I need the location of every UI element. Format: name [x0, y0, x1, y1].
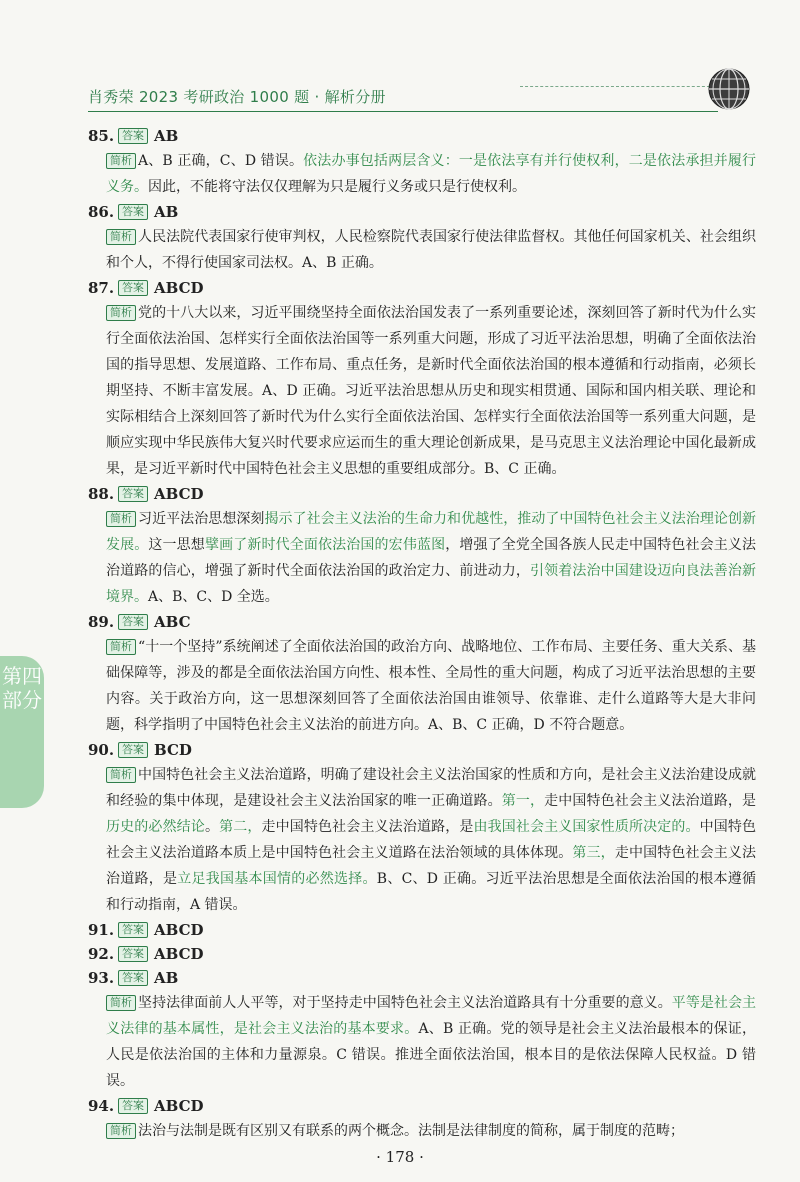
explanation — [106, 634, 756, 738]
explanation-text: A、B、C、D 全选。 — [148, 589, 279, 605]
question-number: 85. — [88, 127, 115, 145]
explanation-tag: 简析 — [106, 639, 136, 655]
question-number: 88. — [88, 485, 115, 503]
question-block — [88, 200, 756, 276]
highlighted-text: 揭示了社会主义法治的生命力和优越性，推动了中国特色社会主义法治理论创新发展。 — [106, 511, 757, 553]
answer-tag: 答案 — [118, 1098, 148, 1114]
question-block — [88, 918, 756, 942]
explanation-tag: 简析 — [106, 305, 136, 321]
answer-tag: 答案 — [118, 922, 148, 938]
header-rule — [88, 111, 718, 112]
answer-tag: 答案 — [118, 614, 148, 630]
explanation-text: 中国特色社会主义法治道路，明确了建设社会主义法治国家的性质和方向，是社会主义法治建设成就和经验的集中体现，是建设社会主义法治国家的唯一正确道路。 — [106, 767, 756, 809]
question-number: 94. — [88, 1097, 115, 1115]
explanation-tag: 简析 — [106, 153, 136, 169]
explanation — [106, 506, 756, 610]
answer-tag: 答案 — [118, 128, 148, 144]
page-number: · 178 · — [376, 1148, 424, 1166]
answer-row — [88, 1094, 756, 1118]
explanation-tag: 简析 — [106, 511, 136, 527]
question-block — [88, 276, 756, 482]
explanation-text: 走中国特色社会主义法治道路，是 — [544, 793, 757, 809]
answer-row — [88, 124, 756, 148]
highlighted-text: 擘画了新时代全面依法治国的宏伟蓝图 — [204, 537, 446, 553]
answer-row — [88, 738, 756, 762]
explanation-text: “十一个坚持”系统阐述了全面依法治国的政治方向、战略地位、工作布局、主要任务、重大关系、基础保障等，涉及的都是全面依法治国方向性、根本性、全局性的重大问题，构成了习近平法治思想的主要内容。关于政治方向，这一思想深刻回答了全面依法治国由谁领导、依靠谁、走什么道路等大是大非问题，科学指明了中国特色社会主义法治的前进方向。A、B、C 正确，D 不符合题意。 — [106, 639, 756, 733]
highlighted-text: 第二， — [219, 819, 262, 835]
explanation-text: 习近平法治思想深刻 — [138, 511, 265, 527]
explanation-tag: 简析 — [106, 995, 136, 1011]
question-block — [88, 966, 756, 1094]
answer-tag: 答案 — [118, 280, 148, 296]
answer-row — [88, 966, 756, 990]
answer-row — [88, 918, 756, 942]
question-block — [88, 124, 756, 200]
explanation-text: 法治与法制是既有区别又有联系的两个概念。法制是法律制度的简称，属于制度的范畴； — [138, 1123, 684, 1139]
explanation-text: 人民法院代表国家行使审判权，人民检察院代表国家行使法律监督权。其他任何国家机关、社会组织和个人，不得行使国家司法权。A、B 正确。 — [106, 229, 756, 271]
explanation-text: B、C、D 正确。习近平法治思想是全面依法治国的根本遵循和行动指南，A 错误。 — [106, 871, 757, 913]
question-number: 86. — [88, 203, 115, 221]
answer-tag: 答案 — [118, 742, 148, 758]
question-block — [88, 738, 756, 918]
explanation-text: 中国特色社会主义法治道路本质上是中国特色社会主义道路在法治领域的具体体现。 — [106, 819, 757, 861]
explanation-text: ，增强了全党全国各族人民走中国特色社会主义法治道路的信心，增强了新时代全面依法治国的政治定力、前进动力， — [106, 537, 757, 579]
explanation-text: 走中国特色社会主义法治道路，是 — [106, 845, 757, 887]
answer-tag: 答案 — [118, 486, 148, 502]
explanation-text: 因此，不能将守法仅仅理解为只是履行义务或只是行使权利。 — [148, 179, 526, 195]
answer-row — [88, 200, 756, 224]
answer-tag: 答案 — [118, 946, 148, 962]
question-number: 89. — [88, 613, 115, 631]
explanation-text: 。 — [204, 819, 220, 835]
question-block — [88, 942, 756, 966]
question-number: 87. — [88, 279, 115, 297]
answer-value: ABCD — [154, 921, 204, 939]
explanation-text: 党的十八大以来，习近平围绕坚持全面依法治国发表了一系列重要论述，深刻回答了新时代为什么实行全面依法治国、怎样实行全面依法治国等一系列重大问题，形成了习近平法治思想，明确了全面依法治国的指导思想、发展道路、工作布局、重点任务，是新时代全面依法治国的根本遵循和行动指南，必须长期坚持、不断丰富发展。A、D 正确。习近平法治思想从历史和现实相贯通、国际和国内相关联、理论和实际相结合上深刻回答了新时代为什么实行全面依法治国、怎样实行全面依法治国等一系列重大问题，是顺应实现中华民族伟大复兴时代要求应运而生的重大理论创新成果，是马克思主义法治理论中国化最新成果，是习近平新时代中国特色社会主义思想的重要组成部分。B、C 正确。 — [106, 305, 756, 477]
explanation — [106, 224, 756, 276]
answer-value: ABC — [154, 613, 191, 631]
answer-value: AB — [154, 127, 179, 145]
answer-row — [88, 942, 756, 966]
highlighted-text: 第一， — [501, 793, 545, 809]
section-side-tab: 第四部分 — [0, 656, 44, 808]
highlighted-text: 依法办事包括两层含义：一是依法享有并行使权利，二是依法承担并履行义务。 — [106, 153, 756, 195]
highlighted-text: 立足我国基本国情的必然选择。 — [177, 871, 377, 887]
question-number: 92. — [88, 945, 115, 963]
answer-row — [88, 482, 756, 506]
question-number: 90. — [88, 741, 115, 759]
highlighted-text: 第三， — [572, 845, 615, 861]
answer-row — [88, 276, 756, 300]
explanation-text: 坚持法律面前人人平等，对于坚持走中国特色社会主义法治道路具有十分重要的意义。 — [138, 995, 672, 1011]
highlighted-text: 引领着法治中国建设迈向良法善治新境界。 — [106, 563, 756, 605]
explanation-tag: 简析 — [106, 1123, 136, 1139]
explanation — [106, 1118, 756, 1144]
answer-list — [88, 124, 756, 1144]
answer-value: AB — [154, 203, 179, 221]
explanation-tag: 简析 — [106, 767, 136, 783]
highlighted-text: 历史的必然结论 — [106, 819, 205, 835]
question-number: 93. — [88, 969, 115, 987]
explanation-text: A、B 正确。党的领导是社会主义法治最根本的保证，人民是依法治国的主体和力量源泉。C 错误。推进全面依法治国，根本目的是依法保障人民权益。D 错误。 — [106, 1021, 756, 1089]
question-block — [88, 1094, 756, 1144]
explanation-text: 走中国特色社会主义法治道路，是 — [261, 819, 474, 835]
question-block — [88, 610, 756, 738]
explanation — [106, 990, 756, 1094]
question-block — [88, 482, 756, 610]
answer-row — [88, 610, 756, 634]
explanation — [106, 148, 756, 200]
highlighted-text: 由我国社会主义国家性质所决定的。 — [473, 819, 700, 835]
explanation-text: A、B 正确，C、D 错误。 — [138, 153, 304, 169]
explanation-tag: 简析 — [106, 229, 136, 245]
answer-value: ABCD — [154, 485, 204, 503]
explanation — [106, 300, 756, 482]
answer-tag: 答案 — [118, 970, 148, 986]
answer-value: ABCD — [154, 945, 204, 963]
answer-value: ABCD — [154, 1097, 204, 1115]
header-dotted-rule — [520, 86, 715, 87]
running-header: 肖秀荣 2023 考研政治 1000 题 · 解析分册 — [88, 88, 386, 106]
answer-tag: 答案 — [118, 204, 148, 220]
answer-value: AB — [154, 969, 179, 987]
explanation-text: 这一思想 — [148, 537, 205, 553]
globe-icon — [706, 66, 752, 112]
question-number: 91. — [88, 921, 115, 939]
answer-value: ABCD — [154, 279, 204, 297]
answer-value: BCD — [154, 741, 192, 759]
highlighted-text: 平等是社会主义法律的基本属性，是社会主义法治的基本要求。 — [106, 995, 757, 1037]
explanation — [106, 762, 756, 918]
